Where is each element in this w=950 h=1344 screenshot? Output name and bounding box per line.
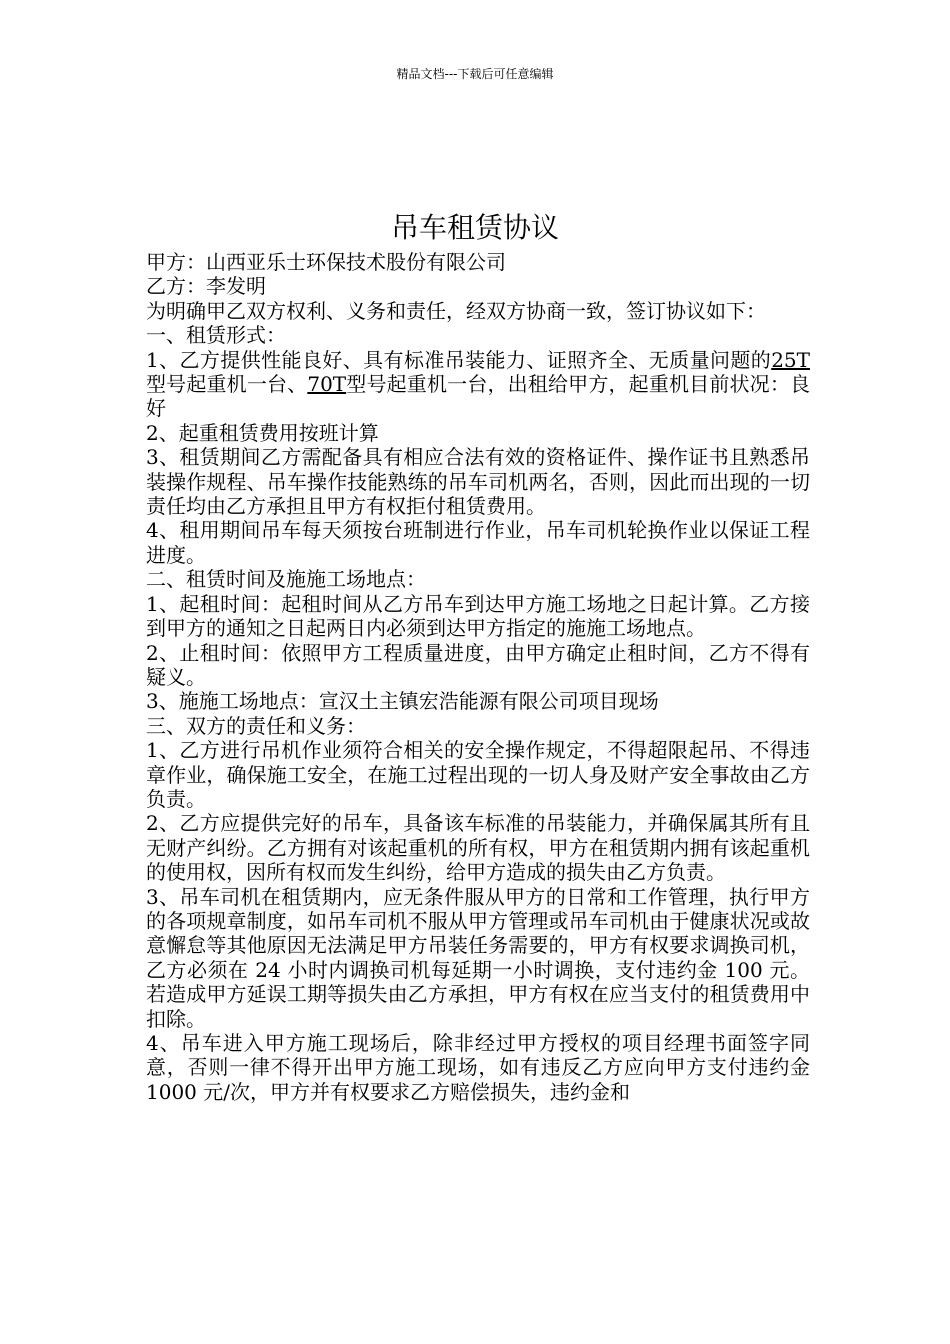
section-1-item-4: 4、租用期间吊车每天须按台班制进行作业，吊车司机轮换作业以保证工程进度。 xyxy=(146,518,810,567)
section-3-heading: 三、双方的责任和义务： xyxy=(146,713,366,738)
item-text: 型号起重机一台，出租给甲方，起重机目前状况：良好 xyxy=(146,372,811,421)
section-3-item-3: 3、吊车司机在租赁期内，应无条件服从甲方的日常和工作管理，执行甲方的各项规章制度，如吊车司机不服从甲方管理或吊车司机由于健康状况或故意懈怠等其他原因无法满足甲方吊装任务需要的，甲方有权要求调换司机，乙方必须在 24 小时内调换司机每延期一小时调换，支付违约金 100 元。若造成甲方延误工期等损失由乙方承担，甲方有权在应当支付的租赁费用中扣除。 xyxy=(146,884,810,1031)
item-text: 型号起重机一台、 xyxy=(146,372,308,397)
crane-model-25t: 25T xyxy=(771,347,810,372)
item-text: 1、乙方提供性能良好、具有标准吊装能力、证照齐全、无质量问题的 xyxy=(146,347,772,372)
section-2-item-2: 2、止租时间：依照甲方工程质量进度，由甲方确定止租时间，乙方不得有疑义。 xyxy=(146,640,810,689)
document-title: 吊车租赁协议 xyxy=(390,211,559,244)
section-1-item-2: 2、起重租赁费用按班计算 xyxy=(146,420,379,445)
section-1-item-3: 3、租赁期间乙方需配备具有相应合法有效的资格证件、操作证书且熟悉吊装操作规程、吊车操作技能熟练的吊车司机两名，否则，因此而出现的一切责任均由乙方承担且甲方有权拒付租赁费用。 xyxy=(146,445,810,519)
section-2-item-1: 1、起租时间：起租时间从乙方吊车到达甲方施工场地之日起计算。乙方接到甲方的通知之日起两日内必须到达甲方指定的施施工场地点。 xyxy=(146,591,810,641)
section-1-item-1 xyxy=(146,348,810,421)
section-1-heading: 一、租赁形式： xyxy=(146,323,286,348)
section-3-item-2: 2、乙方应提供完好的吊车，具备该车标准的吊装能力，并确保属其所有且无财产纠纷。乙方拥有对该起重机的所有权，甲方在租赁期内拥有该起重机的使用权，因所有权而发生纠纷，给甲方造成的损失由乙方负责。 xyxy=(146,811,810,885)
section-2-item-3: 3、施施工场地点：宣汉土主镇宏浩能源有限公司项目现场 xyxy=(146,689,659,714)
crane-model-70t: 70T xyxy=(307,372,347,397)
header-note: 精品文档---下载后可任意编辑 xyxy=(396,67,554,81)
party-b: 乙方：李发明 xyxy=(146,274,266,299)
intro-paragraph: 为明确甲乙双方权利、义务和责任，经双方协商一致，签订协议如下： xyxy=(146,298,766,323)
section-2-heading: 二、租赁时间及施施工场地点： xyxy=(146,567,426,592)
document-body xyxy=(146,250,810,1104)
section-3-item-4: 4、吊车进入甲方施工现场后，除非经过甲方授权的项目经理书面签字同意，否则一律不得开出甲方施工现场，如有违反乙方应向甲方支付违约金 1000 元/次，甲方并有权要求乙方赔偿损失，违约金和 xyxy=(146,1031,810,1104)
section-3-item-1: 1、乙方进行吊机作业须符合相关的安全操作规定，不得超限起吊、不得违章作业，确保施工安全，在施工过程出现的一切人身及财产安全事故由乙方负责。 xyxy=(146,738,810,811)
party-a: 甲方：山西亚乐士环保技术股份有限公司 xyxy=(146,250,506,274)
